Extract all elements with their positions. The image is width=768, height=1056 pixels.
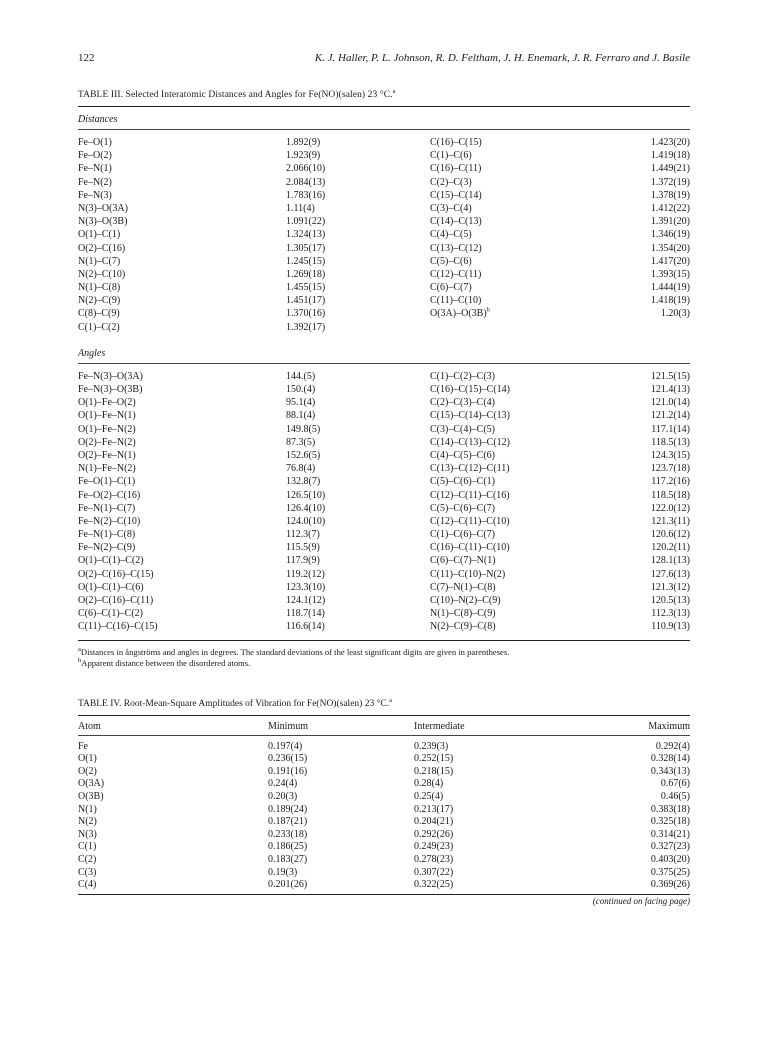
header-intermediate: Intermediate: [414, 720, 465, 732]
distances-table: [78, 136, 690, 334]
angle-label: O(1)–Fe–N(1): [78, 410, 136, 422]
angle-value: 76.8(4): [286, 463, 316, 475]
angle-label-text: C(12)–C(11)–C(16): [430, 489, 510, 501]
atom-cell: N(1): [78, 803, 97, 815]
table-row: [78, 766, 690, 779]
angle-value: 121.3(12): [650, 581, 690, 593]
angle-label: [430, 449, 638, 462]
angle-value: 95.1(4): [286, 397, 316, 409]
angle-label: O(2)–C(16)–C(15): [78, 568, 154, 580]
distance-label-text: C(14)–C(13): [430, 216, 482, 228]
table4-caption-text: TABLE IV. Root-Mean-Square Amplitudes of Vibration for Fe(NO)(salen) 23 °C.: [78, 698, 390, 709]
distance-label: O(2)–C(16): [78, 242, 126, 254]
table-row: [78, 804, 690, 817]
minimum-cell: 0.233(18): [268, 828, 308, 840]
angle-label: [430, 436, 638, 449]
angle-label: O(1)–C(1)–C(6): [78, 581, 144, 593]
minimum-cell: 0.19(3): [268, 866, 298, 878]
angle-label: [430, 383, 638, 396]
angle-value: 121.4(13): [650, 384, 690, 395]
distance-label: C(1)–C(2): [78, 321, 120, 333]
maximum-cell: 0.328(14): [650, 753, 690, 765]
table-row: [78, 753, 690, 766]
angle-label: [430, 594, 638, 607]
minimum-cell: 0.236(15): [268, 753, 308, 765]
distance-label: [430, 189, 638, 202]
atom-cell: O(3A): [78, 778, 105, 790]
distance-label: Fe–N(1): [78, 163, 112, 175]
atom-cell: O(1): [78, 753, 97, 765]
distance-value: 1.418(19): [650, 295, 690, 307]
angle-label-text: C(11)–C(10)–N(2): [430, 568, 506, 580]
angle-value: 118.5(13): [651, 436, 690, 448]
maximum-cell: 0.403(20): [650, 853, 690, 865]
page-number: 122: [78, 52, 95, 64]
distance-label: [430, 149, 638, 162]
angle-label-text: C(5)–C(6)–C(7): [430, 502, 495, 514]
atom-cell: N(2): [78, 816, 97, 828]
maximum-cell: 0.383(18): [650, 803, 690, 815]
angle-label-text: C(4)–C(5)–C(6): [430, 449, 495, 461]
distance-value: 1.305(17): [286, 242, 326, 254]
angle-label-text: C(6)–C(7)–N(1): [430, 555, 496, 567]
distance-value: 1.391(20): [650, 216, 690, 228]
minimum-cell: 0.187(21): [268, 816, 308, 828]
angle-label: Fe–N(1)–C(7): [78, 502, 136, 514]
distance-value: 1.324(13): [286, 229, 326, 241]
atom-cell: N(3): [78, 828, 97, 840]
distance-value: 1.419(18): [650, 150, 690, 162]
angle-label: [430, 541, 638, 554]
angle-value: 123.3(10): [286, 581, 326, 593]
angle-label-text: C(15)–C(14)–C(13): [430, 410, 510, 422]
table4-header-rule: [78, 735, 690, 736]
angle-label-text: N(1)–C(8)–C(9): [430, 608, 496, 620]
angle-value: 126.4(10): [286, 502, 326, 514]
table4-bottom-rule: [78, 894, 690, 895]
angle-label: O(1)–C(1)–C(2): [78, 555, 144, 567]
distance-value: 1.449(21): [650, 163, 690, 175]
angle-label: [430, 502, 638, 515]
table-row: [78, 829, 690, 842]
atom-cell: C(3): [78, 866, 97, 878]
distance-value: 1.412(22): [650, 202, 690, 214]
angle-value: 119.2(12): [286, 568, 325, 580]
distance-value: 1.444(19): [650, 282, 690, 294]
atom-cell: Fe: [78, 740, 88, 752]
angle-label: O(2)–Fe–N(1): [78, 449, 136, 461]
angle-value: 120.5(13): [650, 595, 690, 606]
angle-value: 121.3(11): [651, 515, 690, 527]
distance-value: 1.346(19): [650, 229, 690, 241]
angle-label: Fe–N(3)–O(3A): [78, 370, 143, 382]
maximum-cell: 0.314(21): [650, 828, 690, 840]
distance-label: N(3)–O(3A): [78, 202, 128, 214]
distance-value: 1.892(9): [286, 137, 321, 148]
header-minimum: Minimum: [268, 720, 309, 732]
angle-value: 120.6(12): [650, 529, 690, 541]
distance-label-text: C(15)–C(14): [430, 189, 482, 201]
distance-value: 1.451(17): [286, 295, 326, 307]
footnote-b-text: Apparent distance between the disordered atoms.: [81, 657, 251, 668]
angle-value: 149.8(5): [286, 423, 321, 435]
angle-label-text: N(2)–C(9)–C(8): [430, 621, 496, 633]
table4-caption: [78, 696, 690, 709]
atom-cell: C(2): [78, 853, 97, 865]
angle-value: 126.5(10): [286, 489, 326, 501]
angle-label: [430, 475, 638, 488]
header-maximum: Maximum: [648, 720, 690, 732]
footnote-b: [78, 658, 690, 669]
angle-value: 120.2(11): [651, 542, 690, 554]
distance-value: 1.783(16): [286, 189, 326, 201]
distance-value: 1.378(19): [650, 189, 690, 201]
distance-value: 1.370(16): [286, 308, 326, 320]
distance-label: [430, 228, 638, 241]
distance-label: N(2)–C(9): [78, 295, 121, 307]
angle-value: 132.8(7): [286, 476, 321, 488]
distance-label: O(1)–C(1): [78, 229, 121, 241]
angle-value: 122.0(12): [650, 502, 690, 514]
distance-label-text: C(16)–C(15): [430, 137, 482, 148]
distance-value: 2.066(10): [286, 163, 326, 175]
author-line: K. J. Haller, P. L. Johnson, R. D. Feltham, J. H. Enemark, J. R. Ferraro and J. Basile: [314, 52, 690, 64]
angle-label: [430, 515, 638, 528]
angle-value: 117.9(9): [286, 555, 320, 567]
angle-value: 117.1(14): [651, 423, 690, 435]
footnote-b-mark: b: [78, 656, 82, 664]
angle-label: Fe–O(2)–C(16): [78, 489, 141, 501]
table3-caption: [78, 87, 690, 100]
distance-value: 1.11(4): [286, 202, 315, 214]
table-row: [78, 841, 690, 854]
table-row: [78, 854, 690, 867]
distance-label: [430, 162, 638, 175]
footnote-a-mark: a: [78, 645, 81, 653]
table-row: [78, 741, 690, 754]
distance-value: 1.354(20): [650, 242, 690, 254]
table3-footnotes: [78, 647, 690, 669]
angle-label-text: C(10)–N(2)–C(9): [430, 595, 501, 606]
angle-label: [430, 581, 638, 594]
table3-bottom-rule: [78, 640, 690, 641]
atom-cell: O(3B): [78, 790, 104, 802]
distance-value: 1.393(15): [650, 268, 690, 280]
intermediate-cell: 0.28(4): [414, 778, 444, 790]
angle-value: 87.3(5): [286, 436, 316, 448]
angle-label: Fe–N(2)–C(10): [78, 515, 141, 527]
angle-value: 110.9(13): [651, 621, 690, 633]
angle-label: [430, 528, 638, 541]
angle-label-text: C(2)–C(3)–C(4): [430, 397, 495, 409]
angle-label-text: C(3)–C(4)–C(5): [430, 423, 495, 435]
angle-value: 123.7(18): [650, 463, 690, 475]
angles-heading: Angles: [78, 347, 106, 359]
footnote-b-ref: b: [486, 307, 490, 315]
journal-page: [78, 52, 690, 906]
angle-label: [430, 462, 638, 475]
maximum-cell: 0.325(18): [650, 816, 690, 828]
maximum-cell: 0.343(13): [650, 765, 690, 777]
distance-value: 2.084(13): [286, 176, 326, 188]
distance-label: [430, 242, 638, 255]
maximum-cell: 0.67(6): [660, 778, 690, 790]
angle-label: Fe–O(1)–C(1): [78, 476, 136, 488]
angle-value: 144.(5): [286, 370, 316, 382]
angle-value: 116.6(14): [286, 621, 325, 633]
table3-caption-text: TABLE III. Selected Interatomic Distances and Angles for Fe(NO)(salen) 23 °C.: [78, 90, 393, 100]
distances-heading: Distances: [78, 114, 118, 125]
distance-label-text: C(1)–C(6): [430, 150, 472, 162]
angle-value: 121.5(15): [650, 370, 690, 382]
angle-label: Fe–N(3)–O(3B): [78, 384, 143, 395]
distance-label: [430, 281, 638, 294]
atom-cell: C(1): [78, 841, 97, 853]
distance-value: 1.20(3): [660, 308, 690, 320]
distance-value: 1.923(9): [286, 150, 321, 162]
maximum-cell: 0.369(26): [650, 879, 690, 891]
distance-label-text: C(2)–C(3): [430, 176, 472, 188]
table-row: [78, 867, 690, 880]
maximum-cell: 0.327(23): [650, 841, 690, 853]
angle-label-text: C(13)–C(12)–C(11): [430, 463, 510, 475]
angle-label-text: C(14)–C(13)–C(12): [430, 436, 510, 448]
minimum-cell: 0.183(27): [268, 853, 308, 865]
minimum-cell: 0.201(26): [268, 879, 308, 891]
table-row: [78, 879, 690, 892]
distance-label: Fe–N(3): [78, 189, 112, 201]
table4-body: [78, 741, 690, 892]
table-row: [78, 778, 690, 791]
distance-label: Fe–O(1): [78, 137, 112, 148]
table-row: [78, 816, 690, 829]
angle-value: 121.2(14): [650, 410, 690, 422]
table3-caption-footnote-mark: a: [392, 87, 396, 95]
angle-label: [430, 554, 638, 567]
distance-label-text: C(6)–C(7): [430, 282, 472, 294]
distance-label: [430, 307, 638, 320]
intermediate-cell: 0.249(23): [414, 841, 454, 853]
table-row: [78, 791, 690, 804]
angle-label: C(11)–C(16)–C(15): [78, 621, 158, 633]
angle-label: N(1)–Fe–N(2): [78, 463, 136, 475]
intermediate-cell: 0.218(15): [414, 765, 454, 777]
distance-label: N(2)–C(10): [78, 268, 126, 280]
angle-label: O(1)–Fe–N(2): [78, 423, 136, 435]
distance-value: 1.372(19): [650, 176, 690, 188]
minimum-cell: 0.20(3): [268, 790, 298, 802]
footnote-a-text: Distances in ångströms and angles in degrees. The standard deviations of the least significant digits are given in parentheses.: [80, 646, 510, 657]
angle-label: O(2)–C(16)–C(11): [78, 595, 154, 606]
intermediate-cell: 0.213(17): [414, 803, 454, 815]
angle-label: [430, 489, 638, 502]
angle-label: O(1)–Fe–O(2): [78, 397, 136, 409]
distance-label: [430, 321, 638, 334]
maximum-cell: 0.375(25): [650, 866, 690, 878]
distance-value: 1.392(17): [286, 321, 326, 333]
header-atom: Atom: [78, 720, 101, 732]
intermediate-cell: 0.239(3): [414, 740, 449, 752]
angle-label-text: C(7)–N(1)–C(8): [430, 581, 496, 593]
angle-value: 150.(4): [286, 384, 316, 395]
distance-label: C(8)–C(9): [78, 308, 120, 320]
distance-label-text: C(11)–C(10): [430, 295, 482, 307]
angle-label: [430, 370, 638, 383]
angle-label: Fe–N(2)–C(9): [78, 542, 136, 554]
intermediate-cell: 0.252(15): [414, 753, 454, 765]
minimum-cell: 0.24(4): [268, 778, 298, 790]
intermediate-cell: 0.278(23): [414, 853, 454, 865]
distance-value: 1.417(20): [650, 255, 690, 267]
minimum-cell: 0.191(16): [268, 765, 308, 777]
angle-label-text: C(5)–C(6)–C(1): [430, 476, 495, 488]
angle-label: O(2)–Fe–N(2): [78, 436, 136, 448]
distance-label: [430, 268, 638, 281]
footnote-a: [78, 647, 690, 658]
distance-label-text: C(5)–C(6): [430, 255, 472, 267]
distance-value: 1.455(15): [286, 282, 326, 294]
continued-note: (continued on facing page): [592, 895, 690, 906]
distance-label: [430, 255, 638, 268]
distance-label: Fe–N(2): [78, 176, 112, 188]
distance-value: 1.245(15): [286, 255, 326, 267]
angle-value: 115.5(9): [286, 542, 320, 554]
distance-value: 1.091(22): [286, 216, 326, 228]
angle-value: 112.3(13): [651, 608, 690, 620]
angle-label-text: C(16)–C(11)–C(10): [430, 542, 510, 554]
angle-value: 112.3(7): [286, 529, 320, 541]
distance-label-text: C(12)–C(11): [430, 268, 482, 280]
angle-label: C(6)–C(1)–C(2): [78, 608, 143, 620]
angle-value: 124.0(10): [286, 515, 326, 527]
angle-value: 124.3(15): [650, 449, 690, 461]
maximum-cell: 0.292(4): [655, 740, 690, 752]
intermediate-cell: 0.25(4): [414, 790, 444, 802]
angle-value: 118.7(14): [286, 608, 325, 620]
angle-label-text: C(16)–C(15)–C(14): [430, 384, 510, 395]
distance-value: 1.269(18): [286, 268, 326, 280]
distance-label-text: C(4)–C(5): [430, 229, 472, 241]
angle-value: 152.6(5): [286, 449, 321, 461]
distance-label-text: C(13)–C(12): [430, 242, 482, 254]
intermediate-cell: 0.322(25): [414, 879, 454, 891]
distance-label: [430, 215, 638, 228]
distance-value: 1.423(20): [650, 137, 690, 148]
intermediate-cell: 0.292(26): [414, 828, 454, 840]
distance-label: N(1)–C(7): [78, 255, 121, 267]
angle-label-text: C(1)–C(6)–C(7): [430, 529, 495, 541]
distance-label: [430, 202, 638, 215]
table3-top-rule: [78, 106, 690, 107]
distance-label: N(3)–O(3B): [78, 216, 128, 228]
angle-label: [430, 607, 638, 620]
intermediate-cell: 0.204(21): [414, 816, 454, 828]
angle-label-text: C(12)–C(11)–C(10): [430, 515, 510, 527]
distance-label: Fe–O(2): [78, 150, 112, 162]
distance-label: N(1)–C(8): [78, 282, 121, 294]
angle-label: [430, 620, 638, 633]
angle-value: 128.1(13): [650, 555, 690, 567]
distance-label: [430, 176, 638, 189]
angle-value: 124.1(12): [286, 595, 326, 606]
angle-label: Fe–N(1)–C(8): [78, 529, 136, 541]
angle-value: 117.2(16): [651, 476, 690, 488]
table4-caption-footnote-mark: a: [389, 696, 392, 704]
angle-value: 127.6(13): [650, 568, 690, 580]
angle-value: 121.0(14): [650, 397, 690, 409]
angle-label: [430, 396, 638, 409]
distance-label-text: O(3A)–O(3B): [430, 308, 487, 320]
angle-label: [430, 409, 638, 422]
angle-label: [430, 423, 638, 436]
angle-label-text: C(1)–C(2)–C(3): [430, 370, 495, 382]
distance-label: [430, 136, 638, 149]
angle-label: [430, 568, 638, 581]
minimum-cell: 0.189(24): [268, 803, 308, 815]
distance-label-text: C(3)–C(4): [430, 202, 472, 214]
angle-value: 118.5(18): [651, 489, 690, 501]
atom-cell: O(2): [78, 765, 97, 777]
angle-value: 88.1(4): [286, 410, 316, 422]
distance-label: [430, 294, 638, 307]
distance-label-text: C(16)–C(11): [430, 163, 482, 175]
angles-table: [78, 370, 690, 634]
intermediate-cell: 0.307(22): [414, 866, 454, 878]
table4-header: [78, 716, 690, 735]
atom-cell: C(4): [78, 879, 97, 891]
minimum-cell: 0.197(4): [268, 740, 303, 752]
maximum-cell: 0.46(5): [660, 790, 690, 802]
angles-rule: [78, 363, 690, 364]
distances-rule: [78, 129, 690, 130]
running-head: [78, 52, 690, 72]
distance-value: [638, 321, 690, 334]
minimum-cell: 0.186(25): [268, 841, 308, 853]
